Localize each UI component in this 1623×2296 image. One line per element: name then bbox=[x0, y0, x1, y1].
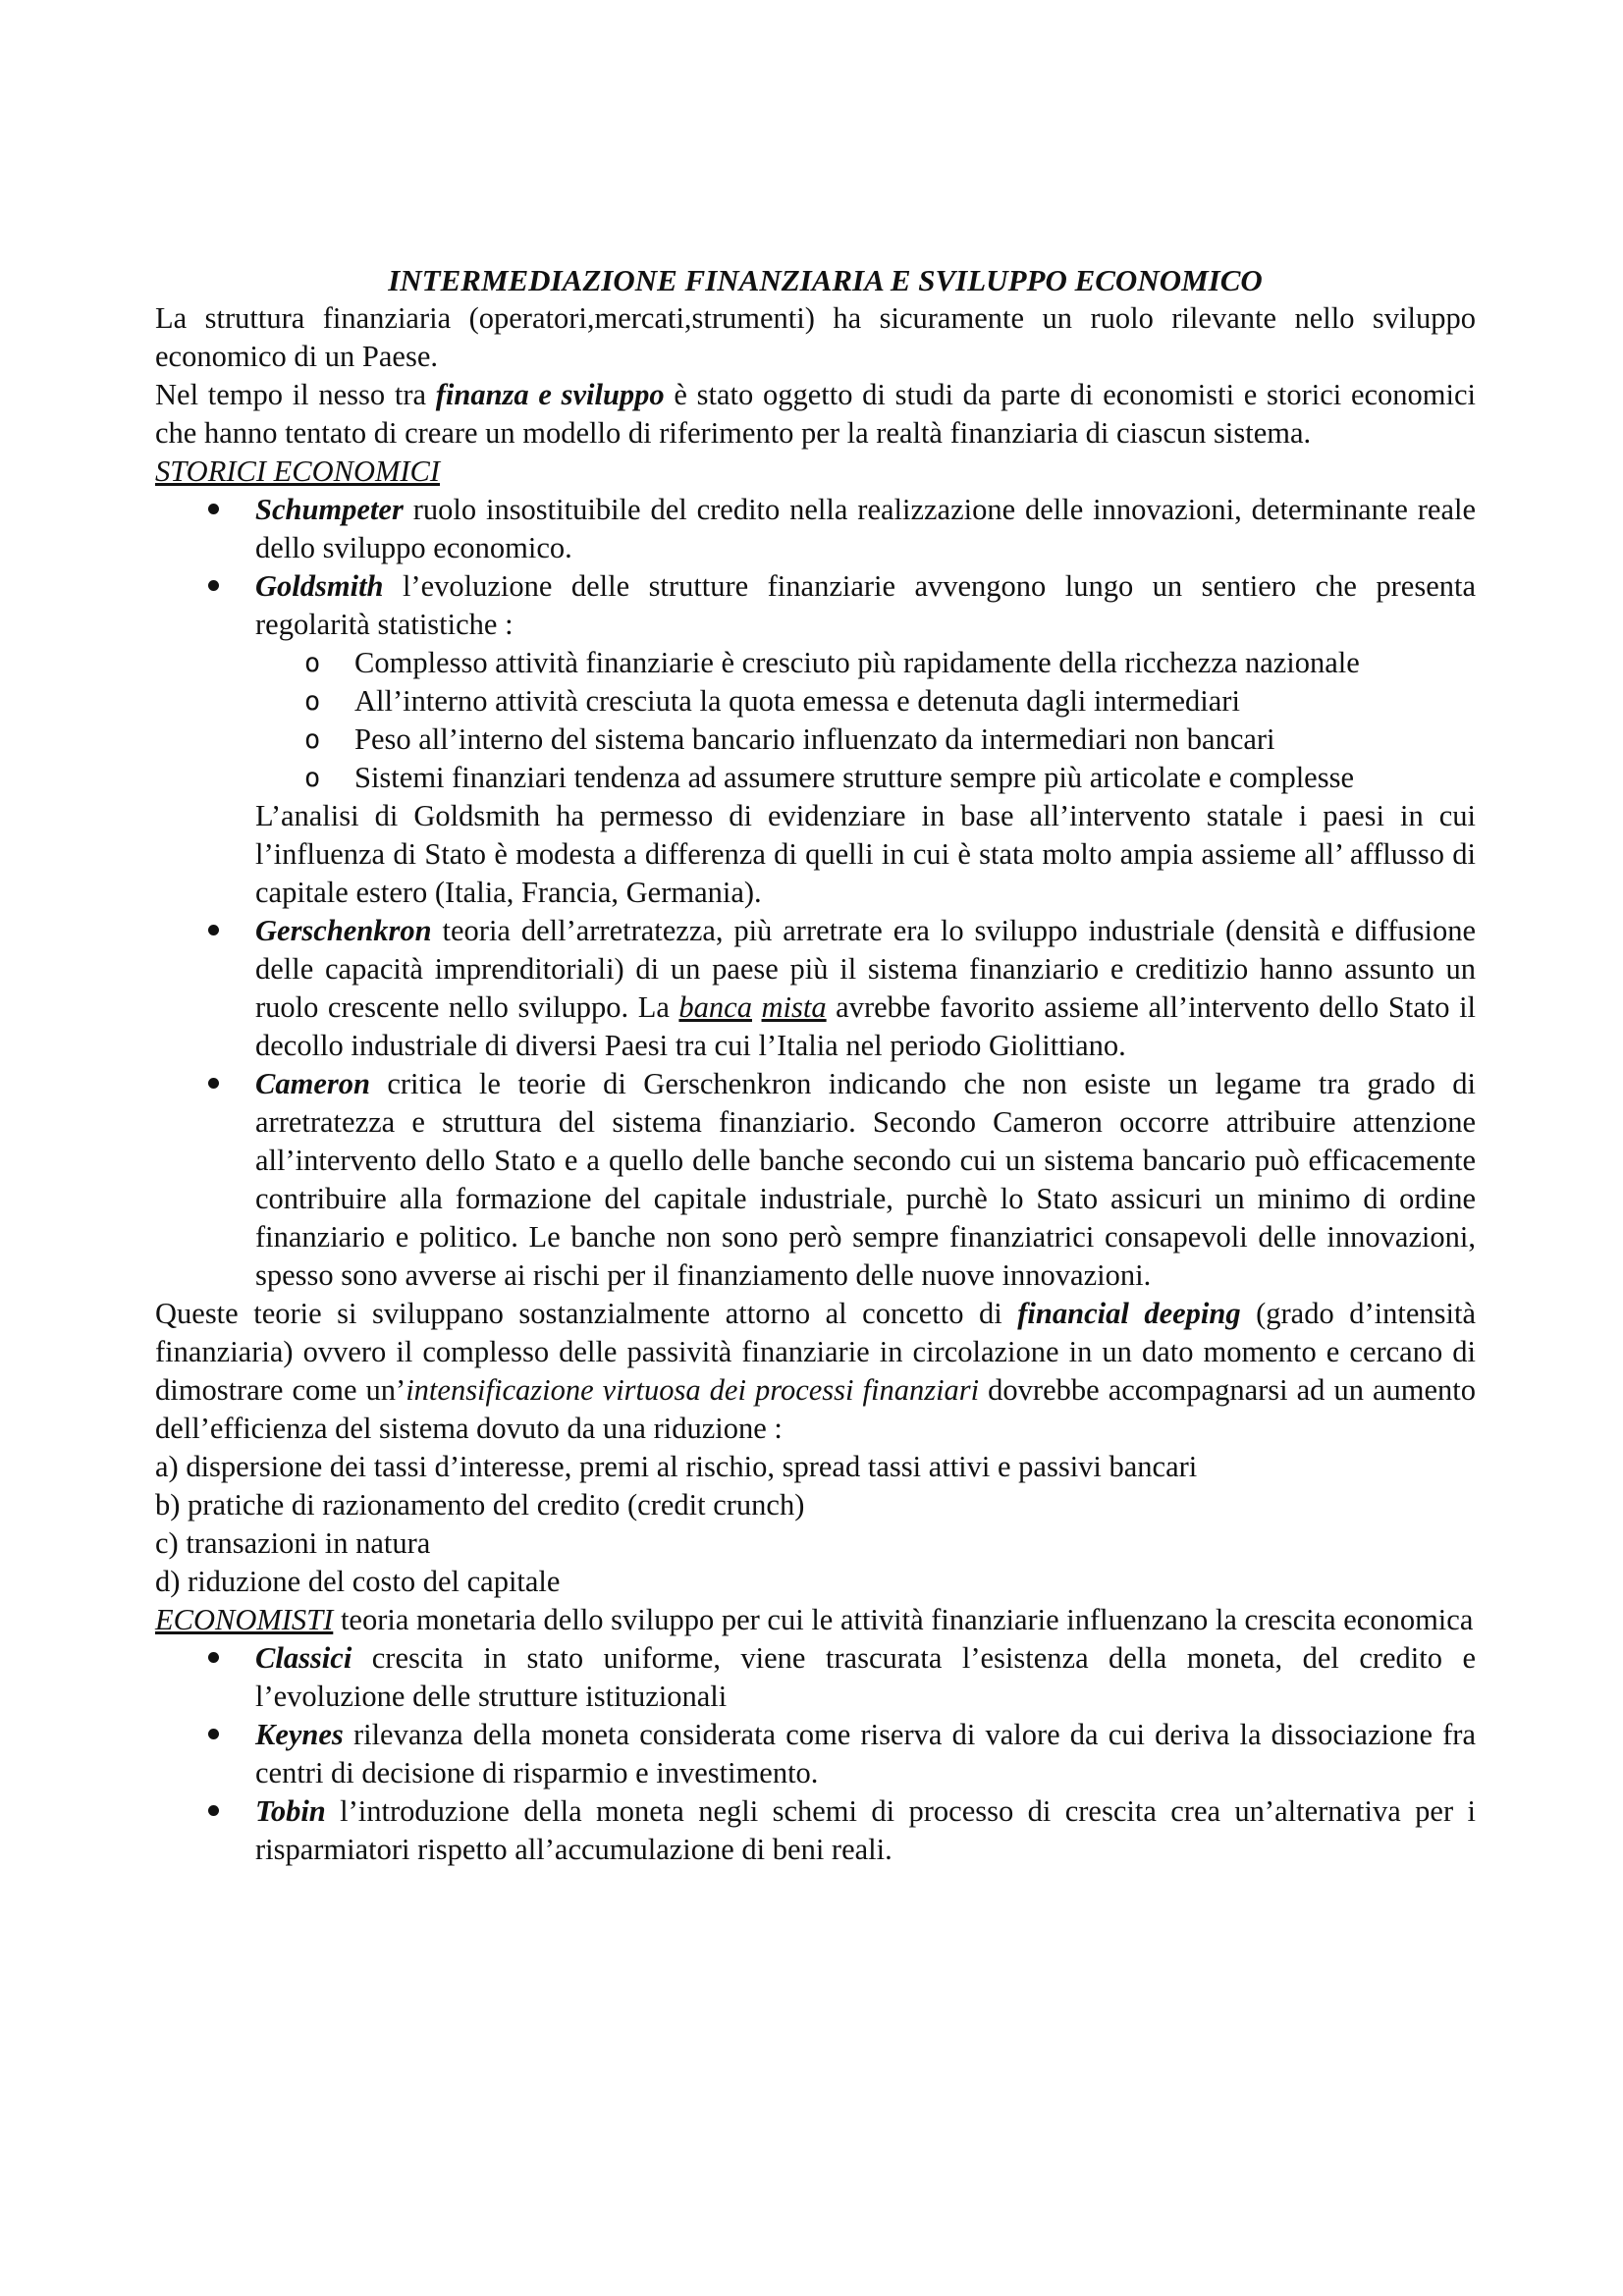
section-header-storici: STORICI ECONOMICI bbox=[155, 454, 441, 488]
bullet-icon bbox=[208, 1805, 219, 1816]
term-banca: banca bbox=[678, 990, 752, 1024]
list-item-tobin: Tobin l’introduzione della moneta negli schemi di processo di crescita crea un’alternativa per i risparmiatori rispetto all’accumulazione di beni reali. bbox=[155, 1792, 1476, 1869]
author-name: Classici bbox=[255, 1641, 352, 1675]
list-item-gerschenkron: Gerschenkron teoria dell’arretratezza, più arretrate era lo sviluppo industriale (densità e diffusione delle capacità imprenditoriali) di un paese più il sistema finanziario e creditizio hanno assunto un ruolo crescente nello sviluppo. La banca mista avrebbe favorito assieme all’intervento dello Stato il decollo industriale di diversi Paesi tra cui l’Italia nel periodo Giolittiano. bbox=[155, 912, 1476, 1065]
circle-bullet-icon: o bbox=[304, 648, 321, 678]
storici-list bbox=[155, 491, 1476, 644]
reduction-item-a: a) dispersione dei tassi d’interesse, premi al rischio, spread tassi attivi e passivi bancari bbox=[155, 1450, 1198, 1483]
term-mista: mista bbox=[761, 990, 827, 1024]
author-name: Cameron bbox=[255, 1067, 370, 1100]
circle-bullet-icon: o bbox=[304, 763, 321, 793]
goldsmith-sublist bbox=[255, 644, 1476, 797]
sub-list-item: o All’interno attività cresciuta la quota emessa e detenuta dagli intermediari bbox=[255, 682, 1476, 721]
reduction-item-c: c) transazioni in natura bbox=[155, 1526, 431, 1560]
bullet-icon bbox=[208, 1729, 219, 1739]
list-item-cameron: Cameron critica le teorie di Gerschenkron indicando che non esiste un legame tra grado di arretratezza e struttura del sistema finanziario. Secondo Cameron occorre attribuire attenzione all’intervento dello Stato e a quello delle banche secondo cui un sistema bancario può efficacemente contribuire alla formazione del capitale industriale, purchè lo Stato assicuri un minimo di ordine finanziario e politico. Le banche non sono però sempre finanziatrici consapevoli delle innovazioni, spesso sono avverse ai rischi per il finanziamento delle nuove innovazioni. bbox=[155, 1065, 1476, 1295]
sub-list-item: o Complesso attività finanziarie è cresciuto più rapidamente della ricchezza nazionale bbox=[255, 644, 1476, 682]
financial-deeping-paragraph: Queste teorie si sviluppano sostanzialmente attorno al concetto di financial deeping (grado d’intensità finanziaria) ovvero il complesso delle passività finanziarie in circolazione in un dato momento e cercano di dimostrare come un’intensificazione virtuosa dei processi finanziari dovrebbe accompagnarsi ad un aumento dell’efficienza del sistema dovuto da una riduzione : bbox=[155, 1297, 1477, 1445]
section-header-economisti: ECONOMISTI bbox=[155, 1603, 334, 1636]
sub-list-item: o Peso all’interno del sistema bancario influenzato da intermediari non bancari bbox=[255, 721, 1476, 759]
reduction-item-b: b) pratiche di razionamento del credito (credit crunch) bbox=[155, 1488, 805, 1522]
sub-list-item: o Sistemi finanziari tendenza ad assumere strutture sempre più articolate e complesse bbox=[255, 759, 1476, 797]
circle-bullet-icon: o bbox=[304, 724, 321, 755]
author-name: Keynes bbox=[255, 1718, 344, 1751]
term-financial-deeping: financial deeping bbox=[1017, 1297, 1241, 1330]
bullet-icon bbox=[208, 925, 219, 935]
list-item-classici: Classici crescita in stato uniforme, viene trascurata l’esistenza della moneta, del credito e l’evoluzione delle strutture istituzionali bbox=[155, 1639, 1476, 1716]
page-title: INTERMEDIAZIONE FINANZIARIA E SVILUPPO ECONOMICO bbox=[388, 263, 1263, 297]
bullet-icon bbox=[208, 580, 219, 591]
reduction-item-d: d) riduzione del costo del capitale bbox=[155, 1565, 561, 1598]
goldsmith-details bbox=[155, 644, 1476, 912]
list-item-goldsmith: Goldsmith l’evoluzione delle strutture finanziarie avvengono lungo un sentiero che presenta regolarità statistiche : bbox=[155, 567, 1476, 644]
goldsmith-analysis: L’analisi di Goldsmith ha permesso di evidenziare in base all’intervento statale i paesi in cui l’influenza di Stato è modesta a differenza di quelli in cui è stata molto ampia assieme all’ afflusso di capitale estero (Italia, Francia, Germania). bbox=[255, 799, 1476, 909]
bullet-icon bbox=[208, 1652, 219, 1663]
storici-list-continued bbox=[155, 912, 1476, 1295]
author-name: Gerschenkron bbox=[255, 914, 432, 947]
author-name: Schumpeter bbox=[255, 493, 404, 526]
economisti-paragraph: ECONOMISTI teoria monetaria dello sviluppo per cui le attività finanziarie influenzano la crescita economica bbox=[155, 1603, 1474, 1636]
bullet-icon bbox=[208, 1078, 219, 1089]
economisti-list bbox=[155, 1639, 1476, 1869]
intro-paragraph: La struttura finanziaria (operatori,mercati,strumenti) ha sicuramente un ruolo rilevante nello sviluppo economico di un Paese. bbox=[155, 301, 1476, 373]
list-item-keynes: Keynes rilevanza della moneta considerata come riserva di valore da cui deriva la dissociazione fra centri di decisione di risparmio e investimento. bbox=[155, 1716, 1476, 1792]
finanza-sviluppo-paragraph: Nel tempo il nesso tra finanza e sviluppo è stato oggetto di studi da parte di economisti e storici economici che hanno tentato di creare un modello di riferimento per la realtà finanziaria di ciascun sistema. bbox=[155, 378, 1477, 450]
author-name: Goldsmith bbox=[255, 569, 384, 603]
document-page bbox=[155, 261, 1476, 1869]
circle-bullet-icon: o bbox=[304, 686, 321, 717]
list-item-schumpeter: Schumpeter ruolo insostituibile del credito nella realizzazione delle innovazioni, determinante reale dello sviluppo economico. bbox=[155, 491, 1476, 567]
term-intensificazione: intensificazione virtuosa dei processi finanziari bbox=[406, 1373, 980, 1407]
author-name: Tobin bbox=[255, 1794, 326, 1828]
bullet-icon bbox=[208, 504, 219, 514]
emphasis-finanza-sviluppo: finanza e sviluppo bbox=[435, 378, 665, 411]
